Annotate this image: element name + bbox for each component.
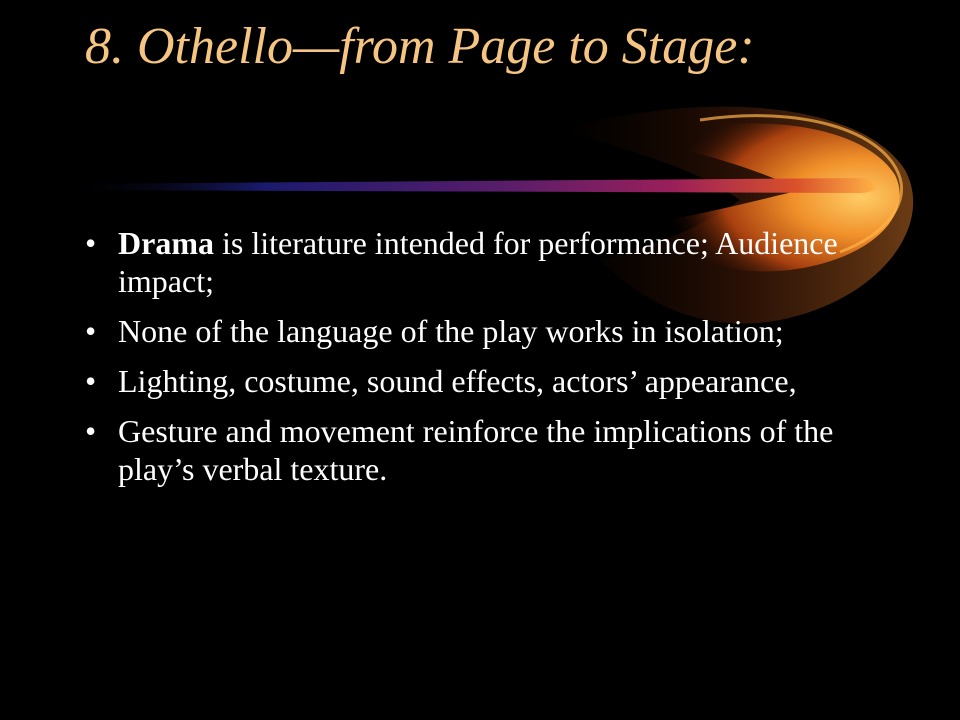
- bullet-item-staging: [85, 362, 875, 400]
- bullet-text: is literature intended for performance; Audience impact;: [118, 225, 838, 299]
- bullet-list: [85, 224, 875, 500]
- slide-title: 8. Othello—from Page to Stage:: [85, 18, 755, 75]
- bullet-item-drama: [85, 224, 875, 300]
- bullet-text: None of the language of the play works in isolation;: [118, 313, 784, 349]
- bullet-icon: •: [85, 363, 97, 399]
- comet-tail: [60, 178, 877, 193]
- bullet-text: Gesture and movement reinforce the implications of the play’s verbal texture.: [118, 413, 834, 487]
- bullet-icon: •: [85, 225, 97, 261]
- bullet-bold-term: Drama: [118, 225, 214, 261]
- bullet-text: Lighting, costume, sound effects, actors’ appearance,: [118, 363, 797, 399]
- bullet-item-gesture: [85, 412, 875, 488]
- bullet-icon: •: [85, 313, 97, 349]
- bullet-item-language: [85, 312, 875, 350]
- bullet-icon: •: [85, 413, 97, 449]
